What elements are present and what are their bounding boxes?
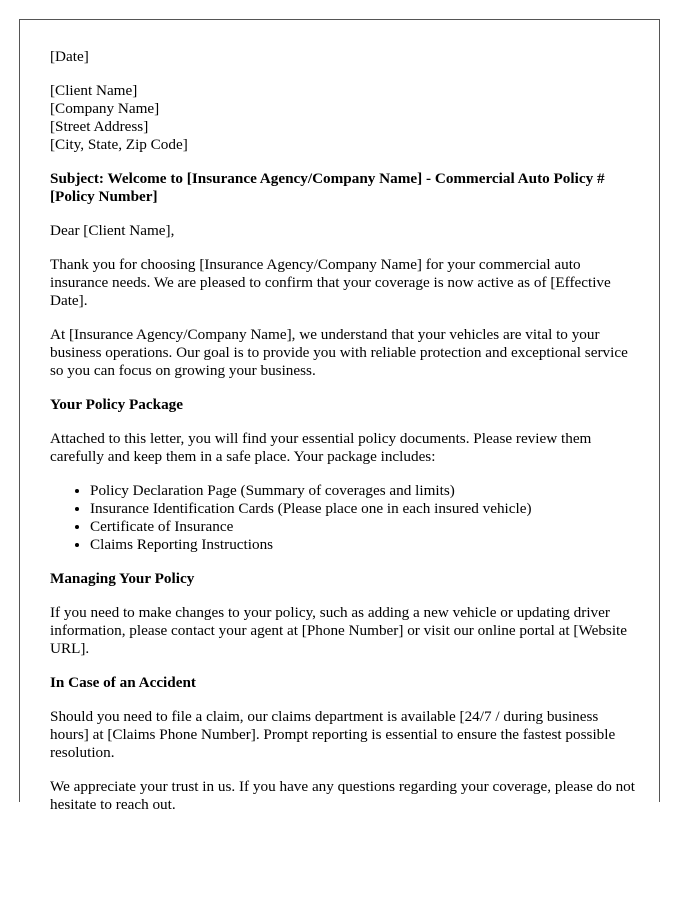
list-item: • Insurance Identification Cards (Please place one in each insured vehicle)	[90, 500, 635, 518]
list-item: • Claims Reporting Instructions	[90, 536, 635, 554]
mission-paragraph: At [Insurance Agency/Company Name], we understand that your vehicles are vital to your business operations. Our goal is to provide you with reliable protection and exceptional service so you can focus on growing your business.	[50, 326, 628, 379]
accident-heading: In Case of an Accident	[50, 674, 196, 691]
closing-paragraph: We appreciate your trust in us. If you have any questions regarding your coverage, please do not hesitate to reach out.	[50, 778, 635, 813]
managing-policy-heading: Managing Your Policy	[50, 570, 195, 587]
letter-content	[50, 48, 635, 830]
policy-package-list	[50, 482, 635, 554]
list-item: • Policy Declaration Page (Summary of coverages and limits)	[90, 482, 635, 500]
letter-salutation: Dear [Client Name],	[50, 222, 175, 239]
recipient-client-name: [Client Name]	[50, 82, 138, 99]
list-item: • Certificate of Insurance	[90, 518, 635, 536]
letter-subject: Subject: Welcome to [Insurance Agency/Company Name] - Commercial Auto Policy #[Policy Number]	[50, 170, 605, 205]
recipient-street-address: [Street Address]	[50, 118, 149, 135]
managing-policy-body: If you need to make changes to your policy, such as adding a new vehicle or updating driver information, please contact your agent at [Phone Number] or visit our online portal at [Website URL].	[50, 604, 627, 657]
accident-body: Should you need to file a claim, our claims department is available [24/7 / during business hours] at [Claims Phone Number]. Prompt reporting is essential to ensure the fastest possible resolution.	[50, 708, 616, 761]
intro-paragraph: Thank you for choosing [Insurance Agency/Company Name] for your commercial auto insurance needs. We are pleased to confirm that your coverage is now active as of [Effective Date].	[50, 256, 611, 309]
policy-package-body: Attached to this letter, you will find your essential policy documents. Please review them carefully and keep them in a safe place. Your package includes:	[50, 430, 592, 465]
policy-package-heading: Your Policy Package	[50, 396, 184, 413]
recipient-address-block	[50, 82, 635, 154]
letter-date: [Date]	[50, 48, 89, 65]
letter-page	[19, 19, 660, 813]
recipient-city-state-zip: [City, State, Zip Code]	[50, 136, 188, 153]
recipient-company-name: [Company Name]	[50, 100, 160, 117]
